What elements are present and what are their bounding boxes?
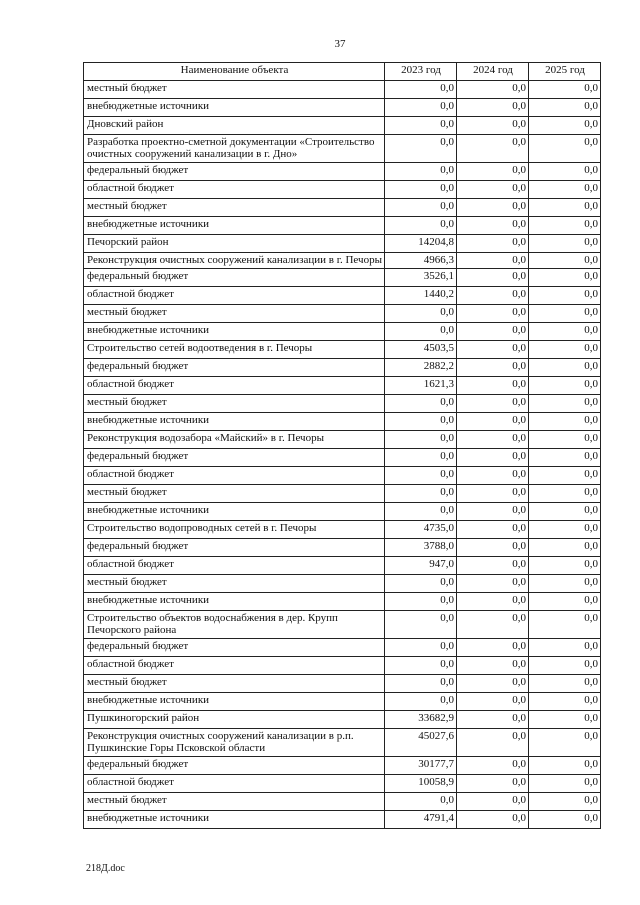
row-2023-cell: 0,0 xyxy=(385,575,457,593)
row-2023-cell: 0,0 xyxy=(385,467,457,485)
row-2025-cell: 0,0 xyxy=(529,163,601,181)
row-2025-cell: 0,0 xyxy=(529,811,601,829)
row-name-cell: местный бюджет xyxy=(84,575,385,593)
table-row xyxy=(84,305,601,323)
row-2025-cell: 0,0 xyxy=(529,359,601,377)
row-2023-cell: 33682,9 xyxy=(385,711,457,729)
row-2023-cell: 947,0 xyxy=(385,557,457,575)
row-name-cell: Строительство объектов водоснабжения в дер. Крупп Печорского района xyxy=(84,611,385,639)
row-2025-cell: 0,0 xyxy=(529,449,601,467)
row-2024-cell: 0,0 xyxy=(457,693,529,711)
row-2024-cell: 0,0 xyxy=(457,431,529,449)
header-year-2023: 2023 год xyxy=(385,63,457,81)
row-2023-cell: 10058,9 xyxy=(385,775,457,793)
table-row xyxy=(84,135,601,163)
table-row xyxy=(84,575,601,593)
row-name-cell: Разработка проектно-сметной документации «Строительство очистных сооружений канализации в г. Дно» xyxy=(84,135,385,163)
row-2024-cell: 0,0 xyxy=(457,793,529,811)
row-2023-cell: 45027,6 xyxy=(385,729,457,757)
row-2023-cell: 0,0 xyxy=(385,199,457,217)
row-2025-cell: 0,0 xyxy=(529,181,601,199)
row-name-cell: областной бюджет xyxy=(84,657,385,675)
row-2023-cell: 0,0 xyxy=(385,117,457,135)
row-name-cell: Дновский район xyxy=(84,117,385,135)
row-2024-cell: 0,0 xyxy=(457,639,529,657)
table-row xyxy=(84,811,601,829)
row-2023-cell: 0,0 xyxy=(385,217,457,235)
row-2023-cell: 0,0 xyxy=(385,99,457,117)
row-name-cell: местный бюджет xyxy=(84,199,385,217)
row-2025-cell: 0,0 xyxy=(529,793,601,811)
table-row xyxy=(84,793,601,811)
row-2025-cell: 0,0 xyxy=(529,729,601,757)
table-row xyxy=(84,521,601,539)
row-name-cell: внебюджетные источники xyxy=(84,323,385,341)
row-2024-cell: 0,0 xyxy=(457,675,529,693)
row-2023-cell: 2882,2 xyxy=(385,359,457,377)
table-row xyxy=(84,413,601,431)
table-row xyxy=(84,217,601,235)
page-number: 37 xyxy=(334,38,346,50)
row-2025-cell: 0,0 xyxy=(529,377,601,395)
row-2025-cell: 0,0 xyxy=(529,485,601,503)
table-row xyxy=(84,99,601,117)
table-row xyxy=(84,377,601,395)
table-row xyxy=(84,729,601,757)
row-2023-cell: 0,0 xyxy=(385,657,457,675)
row-2025-cell: 0,0 xyxy=(529,117,601,135)
row-name-cell: федеральный бюджет xyxy=(84,639,385,657)
row-2025-cell: 0,0 xyxy=(529,775,601,793)
table-row xyxy=(84,539,601,557)
row-2025-cell: 0,0 xyxy=(529,757,601,775)
table-row xyxy=(84,323,601,341)
row-name-cell: местный бюджет xyxy=(84,793,385,811)
row-name-cell: Строительство сетей водоотведения в г. Печоры xyxy=(84,341,385,359)
row-2024-cell: 0,0 xyxy=(457,413,529,431)
row-2023-cell: 0,0 xyxy=(385,503,457,521)
row-name-cell: областной бюджет xyxy=(84,287,385,305)
header-object-name: Наименование объекта xyxy=(84,63,385,81)
row-2024-cell: 0,0 xyxy=(457,557,529,575)
row-name-cell: местный бюджет xyxy=(84,395,385,413)
row-2024-cell: 0,0 xyxy=(457,199,529,217)
row-2025-cell: 0,0 xyxy=(529,503,601,521)
row-name-cell: внебюджетные источники xyxy=(84,217,385,235)
row-2023-cell: 0,0 xyxy=(385,431,457,449)
table-row xyxy=(84,269,601,287)
row-name-cell: местный бюджет xyxy=(84,485,385,503)
row-2024-cell: 0,0 xyxy=(457,611,529,639)
table-body xyxy=(84,81,601,829)
row-2023-cell: 0,0 xyxy=(385,305,457,323)
row-2023-cell: 0,0 xyxy=(385,181,457,199)
table-row xyxy=(84,639,601,657)
row-name-cell: областной бюджет xyxy=(84,467,385,485)
row-2024-cell: 0,0 xyxy=(457,287,529,305)
row-2025-cell: 0,0 xyxy=(529,711,601,729)
row-name-cell: внебюджетные источники xyxy=(84,693,385,711)
row-name-cell: Реконструкция очистных сооружений канализации в г. Печоры xyxy=(84,253,385,269)
table-row xyxy=(84,775,601,793)
row-name-cell: областной бюджет xyxy=(84,377,385,395)
row-2024-cell: 0,0 xyxy=(457,485,529,503)
row-2025-cell: 0,0 xyxy=(529,99,601,117)
row-2023-cell: 0,0 xyxy=(385,675,457,693)
row-2023-cell: 0,0 xyxy=(385,485,457,503)
table-row xyxy=(84,431,601,449)
row-2024-cell: 0,0 xyxy=(457,323,529,341)
row-2023-cell: 4503,5 xyxy=(385,341,457,359)
table-header-row xyxy=(84,63,601,81)
row-2024-cell: 0,0 xyxy=(457,503,529,521)
row-2023-cell: 3788,0 xyxy=(385,539,457,557)
row-2024-cell: 0,0 xyxy=(457,575,529,593)
row-2025-cell: 0,0 xyxy=(529,611,601,639)
row-name-cell: местный бюджет xyxy=(84,675,385,693)
row-2024-cell: 0,0 xyxy=(457,235,529,253)
table-row xyxy=(84,253,601,269)
row-2024-cell: 0,0 xyxy=(457,449,529,467)
row-2025-cell: 0,0 xyxy=(529,521,601,539)
row-2024-cell: 0,0 xyxy=(457,359,529,377)
row-name-cell: федеральный бюджет xyxy=(84,449,385,467)
row-2023-cell: 0,0 xyxy=(385,793,457,811)
row-2025-cell: 0,0 xyxy=(529,287,601,305)
table-row xyxy=(84,657,601,675)
footer-filename: 218Д.doc xyxy=(86,863,125,874)
row-2024-cell: 0,0 xyxy=(457,395,529,413)
header-year-2024: 2024 год xyxy=(457,63,529,81)
row-name-cell: федеральный бюджет xyxy=(84,269,385,287)
row-name-cell: внебюджетные источники xyxy=(84,413,385,431)
row-2024-cell: 0,0 xyxy=(457,539,529,557)
row-2025-cell: 0,0 xyxy=(529,135,601,163)
row-2023-cell: 0,0 xyxy=(385,163,457,181)
table-row xyxy=(84,757,601,775)
table-row xyxy=(84,199,601,217)
row-2025-cell: 0,0 xyxy=(529,639,601,657)
row-name-cell: местный бюджет xyxy=(84,81,385,99)
row-2025-cell: 0,0 xyxy=(529,395,601,413)
row-2024-cell: 0,0 xyxy=(457,377,529,395)
header-year-2025: 2025 год xyxy=(529,63,601,81)
row-2024-cell: 0,0 xyxy=(457,467,529,485)
row-2025-cell: 0,0 xyxy=(529,269,601,287)
row-2025-cell: 0,0 xyxy=(529,467,601,485)
row-name-cell: внебюджетные источники xyxy=(84,593,385,611)
row-name-cell: Строительство водопроводных сетей в г. Печоры xyxy=(84,521,385,539)
row-2024-cell: 0,0 xyxy=(457,135,529,163)
table-row xyxy=(84,81,601,99)
row-2023-cell: 0,0 xyxy=(385,323,457,341)
table-row xyxy=(84,593,601,611)
table-row xyxy=(84,503,601,521)
row-2025-cell: 0,0 xyxy=(529,217,601,235)
row-2023-cell: 14204,8 xyxy=(385,235,457,253)
row-2023-cell: 0,0 xyxy=(385,693,457,711)
row-2023-cell: 0,0 xyxy=(385,135,457,163)
table-row xyxy=(84,485,601,503)
row-2024-cell: 0,0 xyxy=(457,775,529,793)
row-2025-cell: 0,0 xyxy=(529,199,601,217)
row-name-cell: федеральный бюджет xyxy=(84,163,385,181)
row-2023-cell: 1621,3 xyxy=(385,377,457,395)
row-2024-cell: 0,0 xyxy=(457,217,529,235)
table-row xyxy=(84,181,601,199)
table-row xyxy=(84,675,601,693)
row-2023-cell: 4791,4 xyxy=(385,811,457,829)
row-name-cell: Реконструкция водозабора «Майский» в г. Печоры xyxy=(84,431,385,449)
row-name-cell: внебюджетные источники xyxy=(84,99,385,117)
row-2025-cell: 0,0 xyxy=(529,413,601,431)
row-name-cell: областной бюджет xyxy=(84,557,385,575)
row-2025-cell: 0,0 xyxy=(529,323,601,341)
row-2024-cell: 0,0 xyxy=(457,521,529,539)
row-name-cell: Реконструкция очистных сооружений канализации в р.п. Пушкинские Горы Псковской области xyxy=(84,729,385,757)
row-2024-cell: 0,0 xyxy=(457,341,529,359)
row-2023-cell: 0,0 xyxy=(385,395,457,413)
row-2023-cell: 0,0 xyxy=(385,639,457,657)
table-row xyxy=(84,711,601,729)
row-2025-cell: 0,0 xyxy=(529,305,601,323)
funding-table xyxy=(83,62,601,829)
row-2024-cell: 0,0 xyxy=(457,593,529,611)
table-row xyxy=(84,693,601,711)
row-2024-cell: 0,0 xyxy=(457,81,529,99)
row-2025-cell: 0,0 xyxy=(529,539,601,557)
row-2025-cell: 0,0 xyxy=(529,575,601,593)
row-2024-cell: 0,0 xyxy=(457,99,529,117)
table-row xyxy=(84,287,601,305)
row-2023-cell: 3526,1 xyxy=(385,269,457,287)
row-2023-cell: 1440,2 xyxy=(385,287,457,305)
row-2024-cell: 0,0 xyxy=(457,305,529,323)
row-2023-cell: 4735,0 xyxy=(385,521,457,539)
row-2023-cell: 0,0 xyxy=(385,81,457,99)
row-2025-cell: 0,0 xyxy=(529,693,601,711)
row-2023-cell: 30177,7 xyxy=(385,757,457,775)
row-2024-cell: 0,0 xyxy=(457,811,529,829)
row-name-cell: федеральный бюджет xyxy=(84,359,385,377)
row-name-cell: Печорский район xyxy=(84,235,385,253)
table-row xyxy=(84,395,601,413)
row-2024-cell: 0,0 xyxy=(457,657,529,675)
row-name-cell: областной бюджет xyxy=(84,181,385,199)
row-name-cell: местный бюджет xyxy=(84,305,385,323)
row-name-cell: внебюджетные источники xyxy=(84,811,385,829)
row-2025-cell: 0,0 xyxy=(529,675,601,693)
row-2024-cell: 0,0 xyxy=(457,181,529,199)
table-row xyxy=(84,341,601,359)
row-2025-cell: 0,0 xyxy=(529,81,601,99)
row-2023-cell: 0,0 xyxy=(385,593,457,611)
row-2024-cell: 0,0 xyxy=(457,269,529,287)
row-2025-cell: 0,0 xyxy=(529,341,601,359)
row-2024-cell: 0,0 xyxy=(457,711,529,729)
table-row xyxy=(84,467,601,485)
row-2025-cell: 0,0 xyxy=(529,657,601,675)
row-2024-cell: 0,0 xyxy=(457,117,529,135)
row-2025-cell: 0,0 xyxy=(529,253,601,269)
row-2025-cell: 0,0 xyxy=(529,593,601,611)
row-2024-cell: 0,0 xyxy=(457,757,529,775)
row-2024-cell: 0,0 xyxy=(457,729,529,757)
table-row xyxy=(84,557,601,575)
row-name-cell: федеральный бюджет xyxy=(84,757,385,775)
table-row xyxy=(84,235,601,253)
table-row xyxy=(84,449,601,467)
row-2024-cell: 0,0 xyxy=(457,253,529,269)
row-2023-cell: 0,0 xyxy=(385,413,457,431)
row-2025-cell: 0,0 xyxy=(529,235,601,253)
row-name-cell: федеральный бюджет xyxy=(84,539,385,557)
row-2023-cell: 0,0 xyxy=(385,449,457,467)
table-row xyxy=(84,117,601,135)
row-name-cell: областной бюджет xyxy=(84,775,385,793)
row-name-cell: внебюджетные источники xyxy=(84,503,385,521)
row-2023-cell: 4966,3 xyxy=(385,253,457,269)
table-row xyxy=(84,359,601,377)
row-2025-cell: 0,0 xyxy=(529,557,601,575)
table-row xyxy=(84,611,601,639)
row-2024-cell: 0,0 xyxy=(457,163,529,181)
row-name-cell: Пушкиногорский район xyxy=(84,711,385,729)
row-2025-cell: 0,0 xyxy=(529,431,601,449)
row-2023-cell: 0,0 xyxy=(385,611,457,639)
table-row xyxy=(84,163,601,181)
